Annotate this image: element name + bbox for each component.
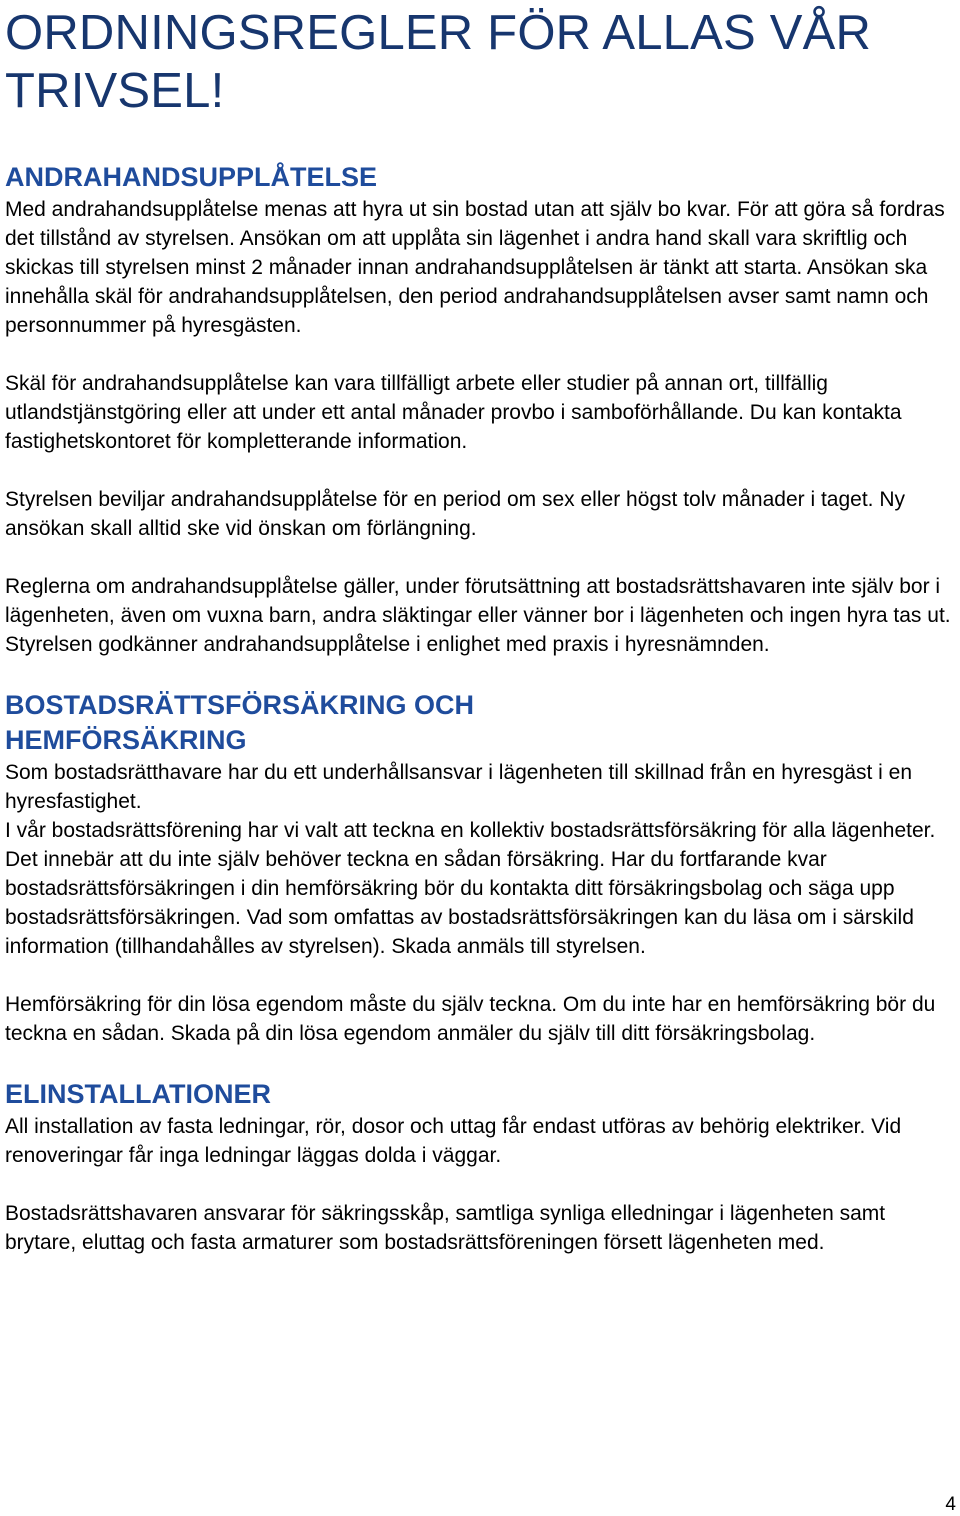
page-number: 4 — [945, 1494, 956, 1515]
paragraph: Skäl för andrahandsupplåtelse kan vara tillfälligt arbete eller studier på annan ort, tillfällig utlandstjänstgöring eller att under ett antal månader provbo i samboförhållande. Du kan kontakta fastighetskontoret för kompletterande information. — [5, 372, 902, 453]
paragraph: Styrelsen beviljar andrahandsupplåtelse för en period om sex eller högst tolv månader i taget. Ny ansökan skall alltid ske vid önskan om förlängning. — [5, 488, 905, 540]
paragraph: All installation av fasta ledningar, rör, dosor och uttag får endast utföras av behörig elektriker. Vid renoveringar får inga ledningar läggas dolda i väggar. — [5, 1115, 902, 1167]
paragraph: Hemförsäkring för din lösa egendom måste du själv teckna. Om du inte har en hemförsäkring bör du teckna en sådan. Skada på din lösa egendom anmäler du själv till ditt försäkringsbolag. — [5, 993, 936, 1045]
paragraph: Med andrahandsupplåtelse menas att hyra ut sin bostad utan att själv bo kvar. För att göra så fordras det tillstånd av styrelsen. Ansökan om att upplåta sin lägenhet i andra hand skall vara skriftlig och skickas till styrelsen minst 2 månader innan andrahandsupplåtelsen är tänkt att starta. Ansökan ska innehålla skäl för andrahandsupplåtelsen, den period andrahandsupplåtelsen avser samt namn och personnummer på hyresgästen. — [5, 198, 945, 337]
paragraph: I vår bostadsrättsförening har vi valt att teckna en kollektiv bostadsrättsförsäkring för alla lägenheter. Det innebär att du inte själv behöver teckna en sådan försäkring. Har du fortfarande kvar bostadsrättsförsäkringen i din hemförsäkring bör du kontakta ditt försäkringsbolag och säga upp bostadsrättsförsäkringen. Vad som omfattas av bostadsrättsförsäkringen kan du läsa om i särskild information (tillhandahålles av styrelsen). Skada anmäls till styrelsen. — [5, 819, 936, 958]
paragraph: Som bostadsrätthavare har du ett underhållsansvar i lägenheten till skillnad från en hyresgäst i en hyresfastighet. — [5, 761, 913, 813]
page-title: ORDNINGSREGLER FÖR ALLAS VÅR TRIVSEL! — [5, 6, 872, 118]
section-heading-el: ELINSTALLATIONER — [5, 1079, 271, 1109]
paragraph: Bostadsrättshavaren ansvarar för säkringsskåp, samtliga synliga elledningar i lägenheten samt brytare, eluttag och fasta armaturer som bostadsrättsföreningen försett lägenheten med. — [5, 1202, 886, 1254]
section-heading-andrahand: ANDRAHANDSUPPLÅTELSE — [5, 162, 378, 192]
section-heading-forsakring: BOSTADSRÄTTSFÖRSÄKRING OCH HEMFÖRSÄKRING — [5, 690, 474, 755]
paragraph: Reglerna om andrahandsupplåtelse gäller, under förutsättning att bostadsrättshavaren inte själv bor i lägenheten, även om vuxna barn, andra släktingar eller vänner bor i lägenheten och ingen hyra tas ut. Styrelsen godkänner andrahandsupplåtelse i enlighet med praxis i hyresnämnden. — [5, 575, 951, 656]
document-page — [5, 0, 957, 1257]
